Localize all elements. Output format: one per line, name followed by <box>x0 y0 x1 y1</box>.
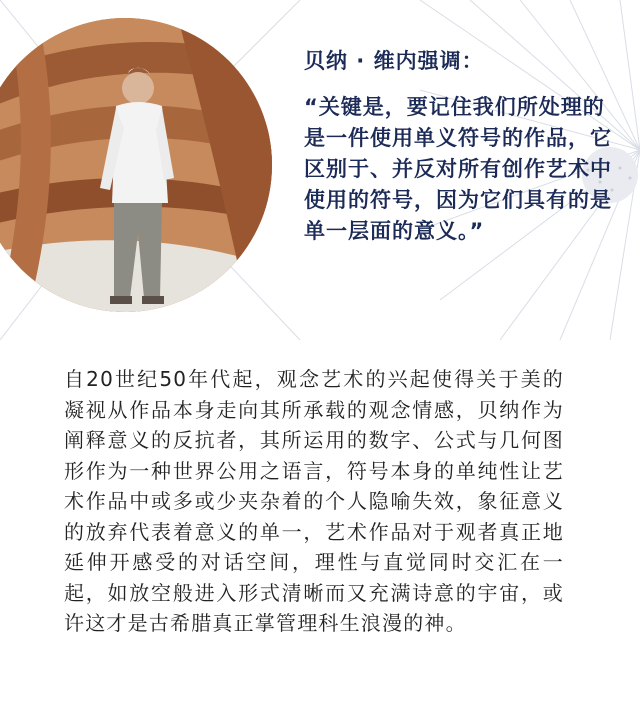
quote-text: “关键是，要记住我们所处理的是一件使用单义符号的作品，它区别于、并反对所有创作艺术中使用的符号，因为它们具有的是单一层面的意义。” <box>304 95 612 243</box>
article-paragraph: 自20世纪50年代起，观念艺术的兴起使得关于美的凝视从作品本身走向其所承载的观念情感，贝纳作为阐释意义的反抗者，其所运用的数字、公式与几何图形作为一种世界公用之语言，符号本身的单纯性让艺术作品中或多或少夹杂着的个人隐喻失效，象征意义的放弃代表着意义的单一，艺术作品对于观者真正地延伸开感受的对话空间，理性与直觉同时交汇在一起，如放空般进入形式清晰而又充满诗意的宇宙，或许这才是古希腊真正掌管理科生浪漫的神。 <box>64 367 564 635</box>
quote-speaker: 贝纳 · 维内强调： <box>304 49 484 73</box>
quote-block <box>304 46 626 247</box>
